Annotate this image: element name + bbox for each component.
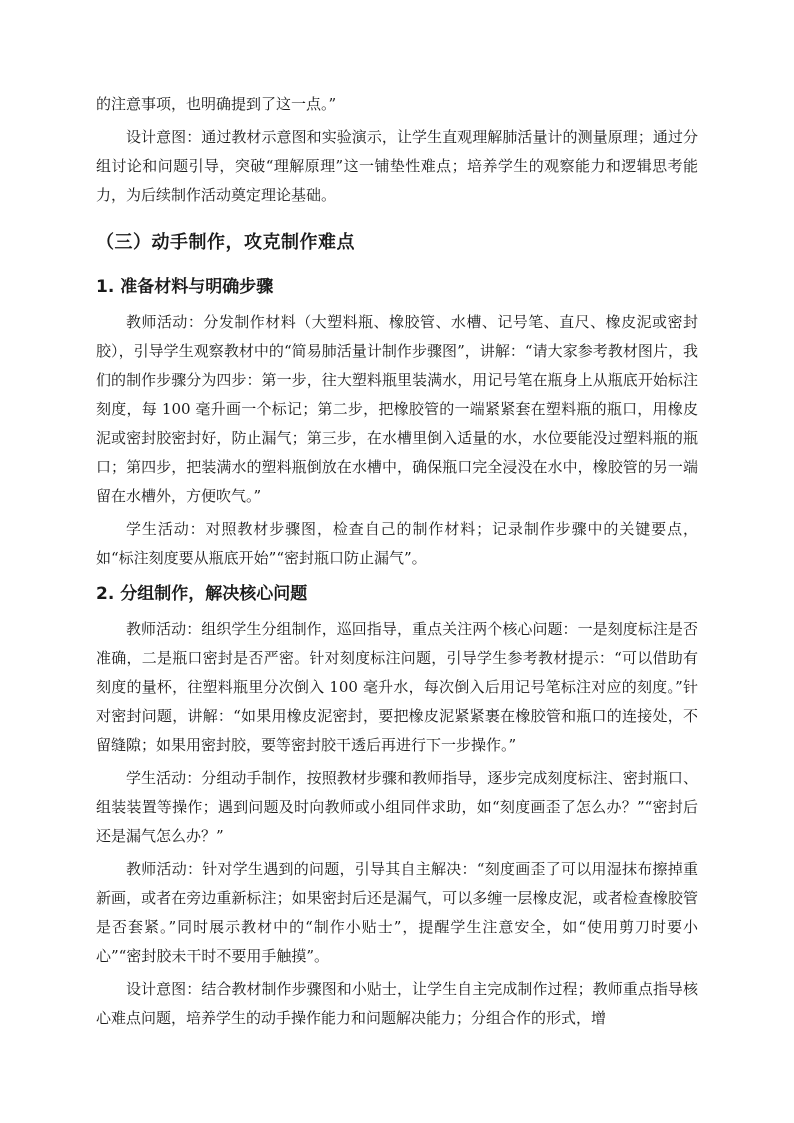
paragraph-intro-tail: 的注意事项，也明确提到了这一点。” [96, 95, 337, 113]
paragraph-teacher-activity-1: 教师活动：分发制作材料（大塑料瓶、橡胶管、水槽、记号笔、直尺、橡皮泥或密封胶），引导学生观察教材中的“简易肺活量计制作步骤图”，讲解：“请大家参考教材图片，我们的制作步骤分为四步：第一步，往大塑料瓶里装满水，用记号笔在瓶身上从瓶底开始标注刻度，每 100 毫升画一个标记；第二步，把橡胶管的一端紧紧套在塑料瓶的瓶口，用橡皮泥或密封胶密封好，防止漏气；第三步，在水槽里倒入适量的水，水位要能没过塑料瓶的瓶口；第四步，把装满水的塑料瓶倒放在水槽中，确保瓶口完全浸没在水中，橡胶管的另一端留在水槽外，方便吹气。” [96, 313, 698, 505]
paragraph-teacher-activity-3: 教师活动：针对学生遇到的问题，引导其自主解决：“刻度画歪了可以用湿抹布擦掉重新画，或者在旁边重新标注；如果密封后还是漏气，可以多缠一层橡皮泥，或者检查橡胶管是否套紧。”同时展示教材中的“制作小贴士”，提醒学生注意安全，如“使用剪刀时要小心”“密封胶未干时不要用手触摸”。 [96, 860, 698, 965]
paragraph-design-intent-1: 设计意图：通过教材示意图和实验演示，让学生直观理解肺活量计的测量原理；通过分组讨论和问题引导，突破“理解原理”这一铺垫性难点；培养学生的观察能力和逻辑思考能力，为后续制作活动奠定理论基础。 [96, 128, 698, 204]
subheading-group-making: 2. 分组制作，解决核心问题 [96, 584, 308, 604]
section-heading: （三）动手制作，攻克制作难点 [96, 232, 355, 253]
paragraph-design-intent-2: 设计意图：结合教材制作步骤图和小贴士，让学生自主完成制作过程；教师重点指导核心难点问题，培养学生的动手操作能力和问题解决能力；分组合作的形式，增 [96, 980, 698, 1027]
paragraph-student-activity-1: 学生活动：对照教材步骤图，检查自己的制作材料；记录制作步骤中的关键要点，如“标注刻度要从瓶底开始”“密封瓶口防止漏气”。 [96, 520, 698, 567]
paragraph-teacher-activity-2: 教师活动：组织学生分组制作，巡回指导，重点关注两个核心问题：一是刻度标注是否准确，二是瓶口密封是否严密。针对刻度标注问题，引导学生参考教材提示：“可以借助有刻度的量杯，往塑料瓶里分次倒入 100 毫升水，每次倒入后用记号笔标注对应的刻度。”针对密封问题，讲解：“如果用橡皮泥密封，要把橡皮泥紧紧裹在橡胶管和瓶口的连接处，不留缝隙；如果用密封胶，要等密封胶干透后再进行下一步操作。” [96, 620, 698, 754]
document-page [96, 90, 698, 1037]
paragraph-student-activity-2: 学生活动：分组动手制作，按照教材步骤和教师指导，逐步完成刻度标注、密封瓶口、组装装置等操作；遇到问题及时向教师或小组同伴求助，如“刻度画歪了怎么办？”“密封后还是漏气怎么办？” [96, 769, 698, 845]
subheading-prepare-materials: 1. 准备材料与明确步骤 [96, 277, 274, 297]
